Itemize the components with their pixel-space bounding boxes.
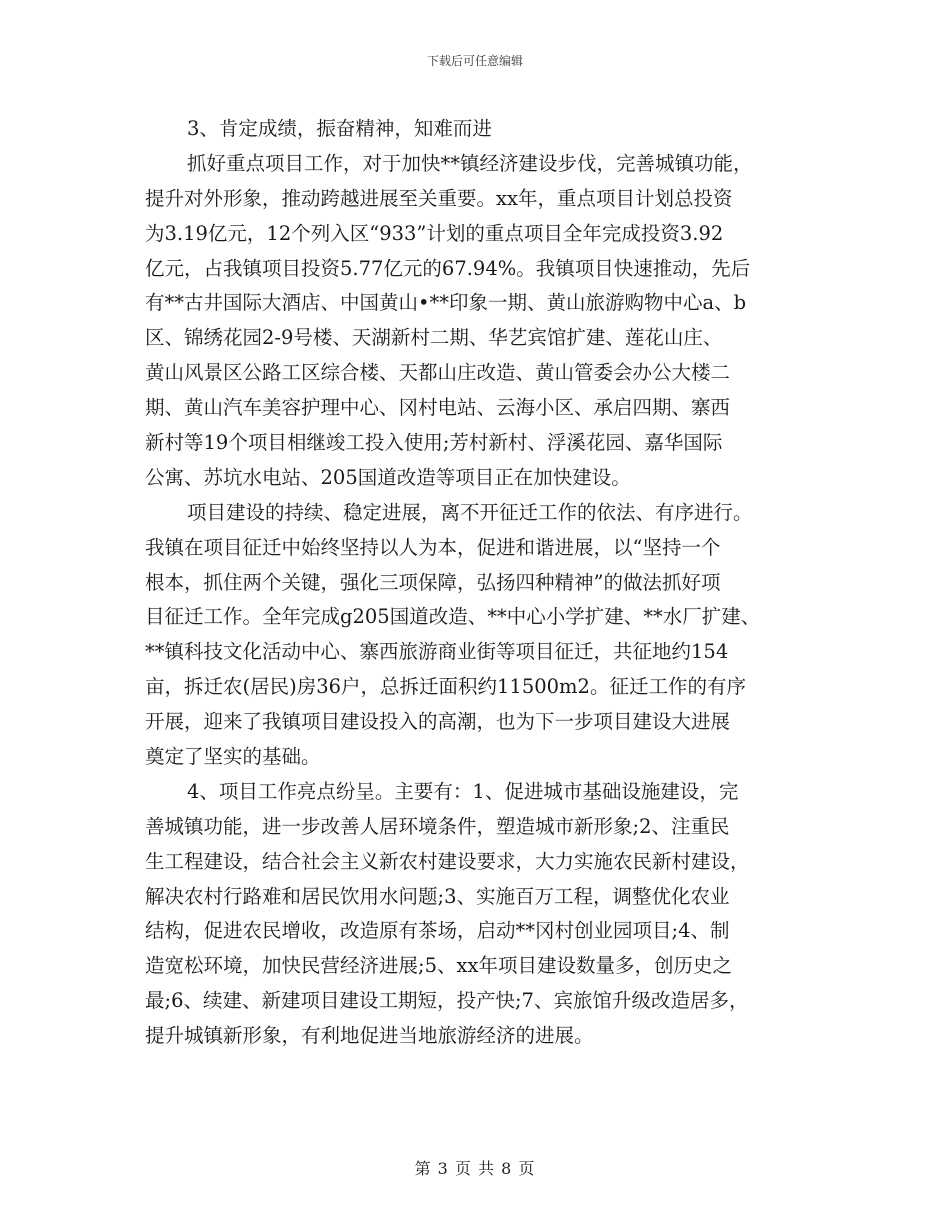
paragraph-line: 区、锦绣花园2-9号楼、天湖新村二期、华艺宾馆扩建、莲花山庄、 — [145, 326, 723, 350]
paragraph-line: 亩，拆迁农(居民)房36户，总拆迁面积约11500m2。征迁工作的有序 — [145, 675, 746, 699]
paragraph-line: 奠定了坚实的基础。 — [145, 745, 321, 769]
paragraph-line: **镇科技文化活动中心、寨西旅游商业街等项目征迁，共征地约154 — [145, 640, 729, 664]
paragraph-line: 公寓、苏坑水电站、205国道改造等项目正在加快建设。 — [145, 465, 631, 489]
paragraph-line: 项目建设的持续、稳定进展，离不开征迁工作的依法、有序进行。 — [187, 500, 753, 524]
paragraph-line: 造宽松环境，加快民营经济进展;5、xx年项目建设数量多，创历史之 — [145, 954, 732, 978]
paragraph-line: 黄山风景区公路工区综合楼、天都山庄改造、黄山管委会办公大楼二 — [145, 361, 731, 385]
paragraph-line: 期、黄山汽车美容护理中心、冈村电站、云海小区、承启四期、寨西 — [145, 396, 731, 420]
paragraph-line: 生工程建设，结合社会主义新农村建设要求，大力实施农民新村建设， — [145, 849, 750, 873]
paragraph-line: 4、项目工作亮点纷呈。主要有：1、促进城市基础设施建设，完 — [187, 779, 739, 803]
paragraph-line: 结构，促进农民增收，改造原有茶场，启动**冈村创业园项目;4、制 — [145, 919, 730, 943]
paragraph-line: 我镇在项目征迁中始终坚持以人为本，促进和谐进展，以“坚持一个 — [145, 535, 721, 559]
paragraph-line: 提升对外形象，推动跨越进展至关重要。xx年，重点项目计划总投资 — [145, 186, 733, 210]
paragraph-line: 提升城镇新形象，有利地促进当地旅游经济的进展。 — [145, 1024, 594, 1048]
page-header-note: 下载后可任意编辑 — [426, 54, 523, 68]
paragraph-line: 开展，迎来了我镇项目建设投入的高潮，也为下一步项目建设大进展 — [145, 710, 731, 734]
paragraph-line: 有**古井国际大酒店、中国黄山•**印象一期、黄山旅游购物中心a、b — [145, 291, 747, 315]
paragraph-line: 最;6、续建、新建项目建设工期短，投产快;7、宾旅馆升级改造居多， — [145, 989, 749, 1013]
paragraph-line: 抓好重点项目工作，对于加快**镇经济建设步伐，完善城镇功能， — [187, 151, 753, 175]
paragraph-line: 目征迁工作。全年完成g205国道改造、**中心小学扩建、**水厂扩建、 — [145, 605, 761, 629]
paragraph-line: 为3.19亿元，12个列入区“933”计划的重点项目全年完成投资3.92 — [145, 221, 724, 245]
paragraph-line: 根本，抓住两个关键，强化三项保障，弘扬四种精神”的做法抓好项 — [145, 570, 721, 594]
section-heading: 3、肯定成绩，振奋精神，知难而进 — [187, 117, 492, 140]
paragraph-line: 新村等19个项目相继竣工投入使用;芳村新村、浮溪花园、嘉华国际 — [145, 431, 723, 455]
document-body — [145, 112, 817, 1054]
paragraph-line: 善城镇功能，进一步改善人居环境条件，塑造城市新形象;2、注重民 — [145, 814, 730, 838]
paragraph-line: 解决农村行路难和居民饮用水问题;3、实施百万工程，调整优化农业 — [145, 884, 730, 908]
paragraph-line: 亿元，占我镇项目投资5.77亿元的67.94%。我镇项目快速推动，先后 — [145, 256, 751, 280]
page-number-indicator: 第 3 页 共 8 页 — [414, 1159, 536, 1178]
